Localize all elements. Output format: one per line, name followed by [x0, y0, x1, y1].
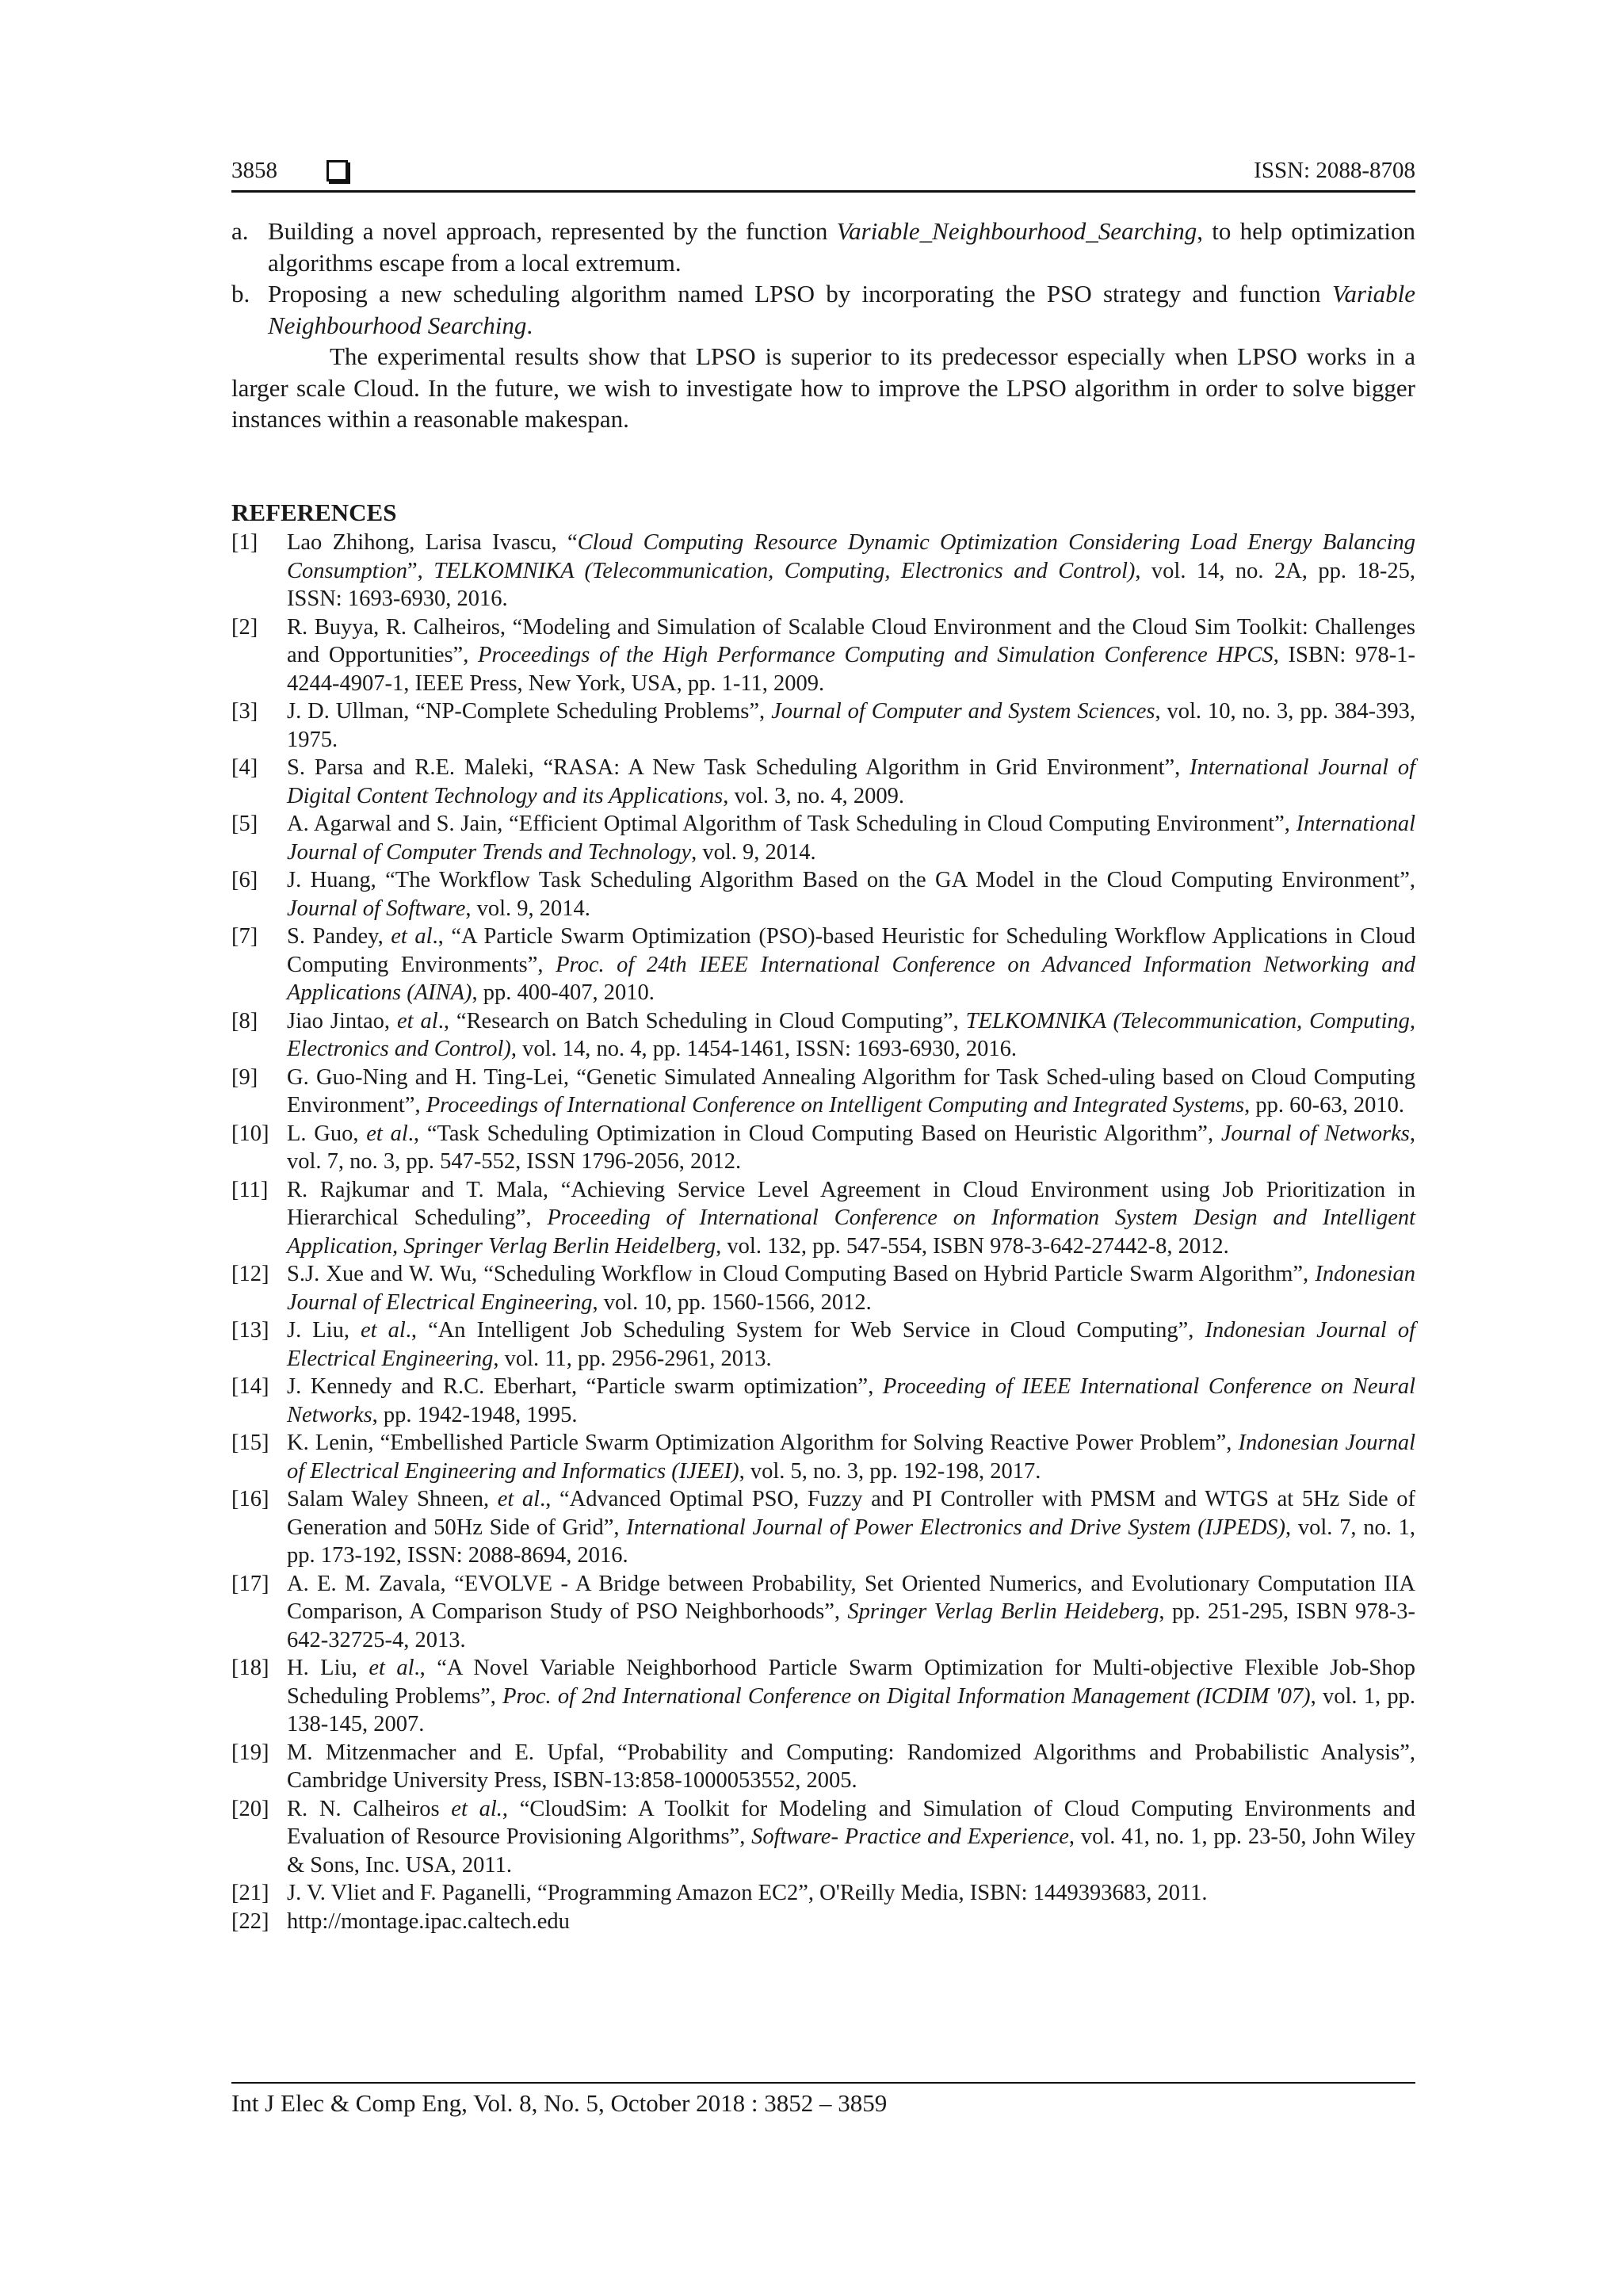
reference-text: , vol. 9, 2014. [465, 896, 590, 921]
reference-italic-text: et al [361, 1318, 406, 1343]
reference-number: [5] [231, 812, 258, 836]
reference-text: , vol. 3, no. 4, 2009. [723, 783, 905, 808]
reference-italic-text: et al [369, 1656, 414, 1680]
issn-label: ISSN: 2088-8708 [1254, 158, 1415, 183]
reference-text: , vol. 11, pp. 2956-2961, 2013. [493, 1346, 772, 1371]
page-number: 3858 [231, 158, 277, 183]
reference-text: A. Agarwal and S. Jain, “Efficient Optimal Algorithm of Task Scheduling in Cloud Computing Environment”, [287, 812, 1296, 836]
contribution-item [231, 216, 1415, 278]
reference-italic-text: Proc. of 24th IEEE International Conference on Advanced Information Networking and Applications (AINA) [287, 952, 1416, 1005]
reference-italic-text: et al. [451, 1796, 502, 1821]
reference-text: Salam Waley Shneen, [287, 1487, 498, 1511]
reference-item [231, 810, 1415, 866]
reference-text: , pp. 60-63, 2010. [1244, 1093, 1405, 1117]
reference-text: , vol. 10, pp. 1560-1566, 2012. [592, 1289, 872, 1315]
reference-text: H. Liu, [287, 1656, 369, 1680]
reference-italic-text: International Journal of Digital Content Technology and its Applications [287, 755, 1415, 808]
reference-text: ., “An Intelligent Job Scheduling System for Web Service in Cloud Computing”, [405, 1318, 1205, 1343]
reference-italic-text: TELKOMNIKA (Telecommunication, Computing, Electronics and Control) [287, 1008, 1415, 1061]
reference-item [231, 1570, 1415, 1655]
reference-text: , vol. 5, no. 3, pp. 192-198, 2017. [739, 1458, 1041, 1484]
reference-italic-text: Proceedings of International Conference on Intelligent Computing and Integrated Systems [426, 1093, 1245, 1117]
reference-list [231, 529, 1415, 1935]
item-text: Proposing a new scheduling algorithm named LPSO by incorporating the PSO strategy and function [268, 280, 1332, 308]
reference-number: [1] [231, 530, 258, 555]
reference-text: J. V. Vliet and F. Paganelli, “Programming Amazon EC2”, O'Reilly Media, ISBN: 1449393683, 2011. [287, 1881, 1208, 1905]
reference-italic-text: TELKOMNIKA (Telecommunication, Computing, Electronics and Control) [433, 558, 1136, 583]
reference-text: J. Liu, [287, 1318, 361, 1343]
reference-item [231, 923, 1415, 1007]
reference-item [231, 1120, 1415, 1176]
references-heading: REFERENCES [231, 499, 397, 526]
reference-number: [21] [231, 1881, 269, 1905]
reference-text: Lao Zhihong, Larisa Ivascu, “ [287, 530, 578, 555]
reference-italic-text: Springer Verlag Berlin Heideberg [847, 1599, 1159, 1624]
contribution-item [231, 278, 1415, 341]
reference-item [231, 1064, 1415, 1120]
reference-text: R. Rajkumar and T. Mala, “Achieving Service Level Agreement in Cloud Environment using Job Prioritization in Hierarchical Scheduling”, [287, 1177, 1415, 1230]
reference-item [231, 1908, 1415, 1936]
square-bullet-icon [327, 160, 348, 181]
item-text-end: , to help optimization algorithms escape from a local extremum. [268, 217, 1415, 277]
reference-text: S.J. Xue and W. Wu, “Scheduling Workflow in Cloud Computing Based on Hybrid Particle Swarm Algorithm”, [287, 1262, 1316, 1286]
reference-text: ., “A Novel Variable Neighborhood Particle Swarm Optimization for Multi-objective Flexible Job-Shop Scheduling Problems”, [287, 1656, 1415, 1709]
reference-text: R. N. Calheiros [287, 1796, 452, 1821]
conclusion-text [231, 216, 1415, 435]
footer-rule [231, 2082, 1415, 2084]
reference-italic-text: International Journal of Power Electronics and Drive System (IJPEDS) [626, 1515, 1286, 1540]
reference-text: , vol. 9, 2014. [691, 839, 816, 865]
reference-text: A. E. M. Zavala, “EVOLVE - A Bridge between Probability, Set Oriented Numerics, and Evolutionary Computation IIA Comparison, A Comparison Study of PSO Neighborhoods”, [287, 1571, 1415, 1624]
reference-italic-text: et al [497, 1487, 540, 1511]
function-name: Variable Neighbourhood Searching [268, 280, 1415, 339]
reference-number: [11] [231, 1177, 269, 1202]
reference-number: [18] [231, 1656, 269, 1680]
reference-number: [13] [231, 1318, 269, 1343]
reference-text: J. D. Ullman, “NP-Complete Scheduling Problems”, [287, 699, 772, 724]
reference-text: , vol. 7, no. 1, pp. 173-192, ISSN: 2088-8694, 2016. [287, 1515, 1415, 1568]
reference-text: ., “Task Scheduling Optimization in Cloud Computing Based on Heuristic Algorithm”, [407, 1121, 1221, 1146]
reference-italic-text: Proceeding of IEEE International Conference on Neural Networks [287, 1374, 1415, 1427]
reference-number: [20] [231, 1796, 269, 1821]
reference-italic-text: Indonesian Journal of Electrical Engineering [287, 1262, 1415, 1315]
reference-number: [6] [231, 868, 258, 892]
reference-italic-text: et al [397, 1008, 438, 1033]
reference-text: J. Huang, “The Workflow Task Scheduling Algorithm Based on the GA Model in the Cloud Computing Environment”, [287, 868, 1415, 892]
reference-italic-text: et al [391, 924, 433, 949]
reference-item [231, 1176, 1415, 1261]
reference-item [231, 1316, 1415, 1373]
reference-text: ., “Research on Batch Scheduling in Cloud Computing”, [437, 1008, 966, 1033]
reference-number: [10] [231, 1121, 269, 1146]
item-marker: a. [231, 217, 249, 245]
reference-item [231, 754, 1415, 810]
conclusion-paragraph: The experimental results show that LPSO is superior to its predecessor especially when LPSO works in a larger scale Cloud. In the future, we wish to investigate how to improve the LPSO algorithm in order to solve bigger instances within a reasonable makespan. [231, 342, 1415, 433]
reference-number: [12] [231, 1262, 269, 1286]
reference-italic-text: Journal of Software [287, 896, 466, 921]
reference-text: Jiao Jintao, [287, 1008, 397, 1033]
reference-number: [3] [231, 699, 258, 724]
reference-italic-text: Journal of Computer and System Sciences [771, 699, 1155, 724]
reference-item [231, 866, 1415, 923]
reference-text: ., “Advanced Optimal PSO, Fuzzy and PI Controller with PMSM and WTGS at 5Hz Side of Generation and 50Hz Side of Grid”, [287, 1487, 1415, 1540]
item-text: Building a novel approach, represented by the function [268, 217, 837, 245]
reference-number: [17] [231, 1571, 269, 1596]
item-text-end: . [526, 311, 533, 339]
function-name: Variable_Neighbourhood_Searching [836, 217, 1197, 245]
reference-italic-text: Cloud Computing Resource Dynamic Optimization Considering Load Energy Balancing Consumption [287, 530, 1415, 583]
reference-text: , vol. 1, pp. 138-145, 2007. [287, 1683, 1415, 1736]
reference-item [231, 613, 1415, 698]
reference-text: G. Guo-Ning and H. Ting-Lei, “Genetic Simulated Annealing Algorithm for Task Sched-uling based on Cloud Computing Environment”, [287, 1064, 1415, 1117]
reference-text: , pp. 251-295, ISBN 978-3-642-32725-4, 2013. [287, 1599, 1415, 1652]
reference-text: S. Parsa and R.E. Maleki, “RASA: A New Task Scheduling Algorithm in Grid Environment”, [287, 755, 1190, 780]
reference-item [231, 697, 1415, 754]
reference-italic-text: Software- Practice and Experience [751, 1824, 1069, 1849]
reference-italic-text: Indonesian Journal of Electrical Engineering and Informatics (IJEEI) [287, 1431, 1415, 1484]
reference-text: , “CloudSim: A Toolkit for Modeling and Simulation of Cloud Computing Environments and Evaluation of Resource Provisioning Algorithms”, [287, 1796, 1415, 1849]
reference-number: [8] [231, 1008, 258, 1033]
item-marker: b. [231, 280, 250, 308]
reference-text: , vol. 14, no. 2A, pp. 18-25, ISSN: 1693-6930, 2016. [287, 558, 1415, 611]
reference-number: [4] [231, 755, 258, 780]
reference-number: [19] [231, 1740, 269, 1765]
reference-text: , vol. 14, no. 4, pp. 1454-1461, ISSN: 1693-6930, 2016. [510, 1037, 1017, 1061]
reference-italic-text: Proceedings of the High Performance Computing and Simulation Conference HPCS [478, 643, 1274, 667]
reference-italic-text: Journal of Networks [1220, 1121, 1410, 1146]
reference-item [231, 1007, 1415, 1064]
reference-italic-text: Proc. of 2nd International Conference on Digital Information Management (ICDIM '07) [502, 1683, 1311, 1709]
reference-number: [2] [231, 614, 258, 640]
page-footer: Int J Elec & Comp Eng, Vol. 8, No. 5, October 2018 : 3852 – 3859 [231, 2089, 888, 2117]
reference-text: K. Lenin, “Embellished Particle Swarm Optimization Algorithm for Solving Reactive Power Problem”, [287, 1431, 1239, 1455]
reference-italic-text: International Journal of Computer Trends and Technology [287, 812, 1415, 865]
reference-item [231, 1795, 1415, 1880]
reference-item [231, 1654, 1415, 1739]
reference-number: [7] [231, 924, 258, 949]
reference-number: [14] [231, 1374, 269, 1399]
reference-text: , vol. 132, pp. 547-554, ISBN 978-3-642-27442-8, 2012. [716, 1233, 1229, 1259]
reference-number: [16] [231, 1487, 269, 1511]
reference-italic-text: et al [366, 1121, 408, 1146]
reference-number: [22] [231, 1908, 269, 1934]
reference-item [231, 1879, 1415, 1908]
reference-item [231, 1373, 1415, 1429]
reference-text: , pp. 1942-1948, 1995. [372, 1402, 578, 1427]
reference-text: L. Guo, [287, 1121, 367, 1146]
reference-text: R. Buyya, R. Calheiros, “Modeling and Simulation of Scalable Cloud Environment and the Cloud Sim Toolkit: Challenges and Opportunities”, [287, 614, 1415, 667]
reference-item [231, 1260, 1415, 1316]
reference-item [231, 1429, 1415, 1485]
page-header [231, 157, 1415, 192]
reference-text: , pp. 400-407, 2010. [472, 980, 655, 1005]
reference-text: ., “A Particle Swarm Optimization (PSO)-based Heuristic for Scheduling Workflow Applications in Cloud Computing Environments”, [287, 924, 1415, 977]
reference-text: ”, [407, 558, 434, 583]
reference-item [231, 1739, 1415, 1795]
reference-text: http://montage.ipac.caltech.edu [287, 1908, 570, 1934]
reference-text: , vol. 10, no. 3, pp. 384-393, 1975. [287, 699, 1415, 752]
reference-item [231, 529, 1415, 613]
reference-text: S. Pandey, [287, 924, 391, 949]
reference-number: [15] [231, 1431, 269, 1455]
reference-text: , ISBN: 978-1-4244-4907-1, IEEE Press, New York, USA, pp. 1-11, 2009. [287, 643, 1415, 696]
reference-italic-text: Indonesian Journal of Electrical Engineering [287, 1318, 1415, 1371]
reference-text: J. Kennedy and R.C. Eberhart, “Particle swarm optimization”, [287, 1374, 883, 1399]
header-rule [231, 190, 1415, 193]
reference-item [231, 1485, 1415, 1570]
reference-text: , vol. 7, no. 3, pp. 547-552, ISSN 1796-2056, 2012. [287, 1121, 1415, 1174]
reference-text: , vol. 41, no. 1, pp. 23-50, John Wiley & Sons, Inc. USA, 2011. [287, 1824, 1415, 1878]
reference-italic-text: Proceeding of International Conference on Information System Design and Intelligent Application, Springer Verlag Berlin Heidelberg [287, 1205, 1416, 1259]
reference-text: M. Mitzenmacher and E. Upfal, “Probability and Computing: Randomized Algorithms and Probabilistic Analysis”, Cambridge University Press, ISBN-13:858-1000053552, 2005. [287, 1740, 1415, 1793]
reference-number: [9] [231, 1064, 258, 1090]
